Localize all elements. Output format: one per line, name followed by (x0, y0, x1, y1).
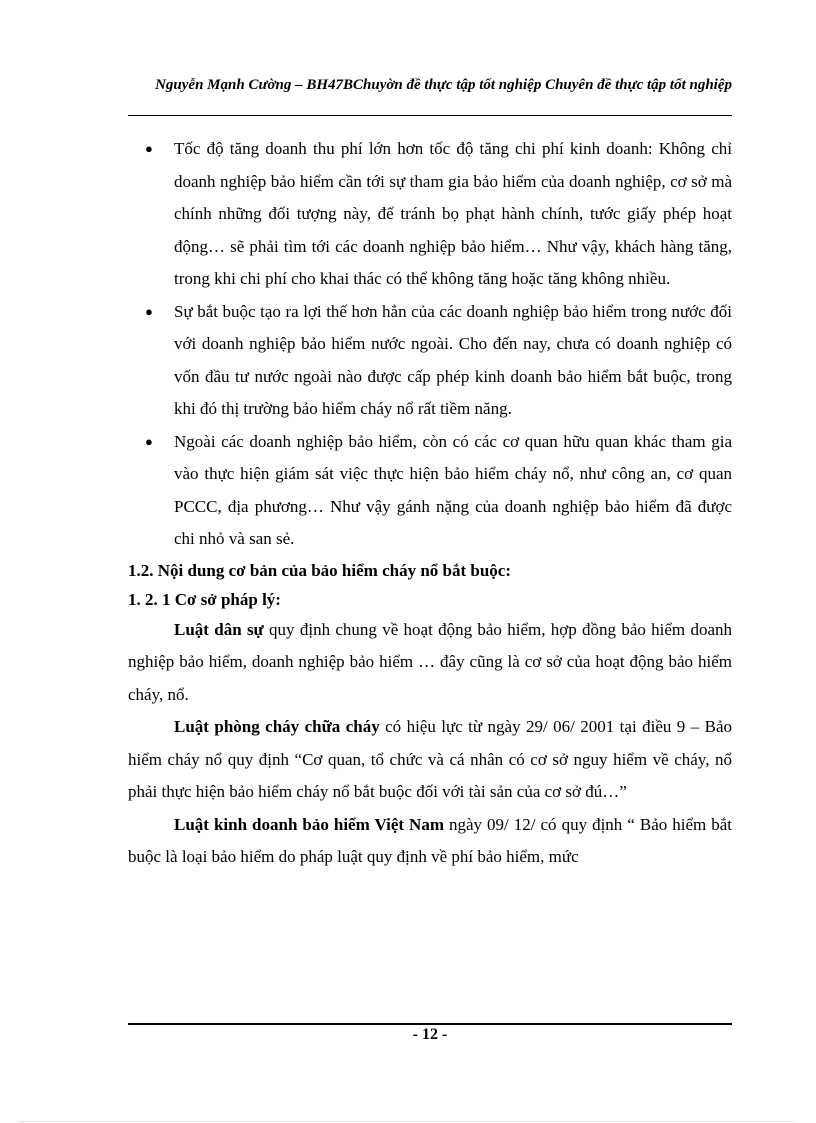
bullet-text: Ngoài các doanh nghiệp bảo hiểm, còn có các cơ quan hữu quan khác tham gia vào thực hiện giám sát việc thực hiện bảo hiểm cháy nổ, như công an, cơ quan PCCC, địa phương… Như vậy gánh nặng của doanh nghiệp bảo hiểm đã được chi nhỏ và san sẻ. (174, 431, 732, 548)
paragraph (128, 809, 732, 874)
paragraph-text: quy định chung về hoạt động bảo hiểm, hợp đồng bảo hiểm doanh nghiệp bảo hiểm, doanh nghiệp bảo hiểm … đây cũng là cơ sở của hoạt động bảo hiểm cháy, nổ. (128, 619, 732, 704)
page-content (128, 133, 732, 874)
bullet-dot-icon: ● (145, 141, 153, 156)
paragraph-text: ngày 09/ 12/ có quy định “ Bảo hiểm bắt buộc là loại bảo hiểm do pháp luật quy định về phí bảo hiểm, mức (128, 814, 733, 866)
bullet-item (98, 426, 732, 556)
bullet-list (128, 133, 732, 556)
subsection-heading: 1. 2. 1 Cơ sở pháp lý: (128, 589, 281, 609)
header-rule (128, 115, 732, 116)
section-heading: 1.2. Nội dung cơ bản của bảo hiểm cháy nổ bắt buộc: (128, 560, 512, 580)
law-term: Luật kinh doanh bảo hiểm Việt Nam (174, 814, 444, 834)
bullet-item (98, 133, 732, 296)
bullet-text: Sự bắt buộc tạo ra lợi thế hơn hẳn của các doanh nghiệp bảo hiểm trong nước đối với doanh nghiệp bảo hiểm nước ngoài. Cho đến nay, chưa có doanh nghiệp có vốn đầu tư nước ngoài nào được cấp phép kinh doanh bảo hiểm bắt buộc, trong khi đó thị trường bảo hiểm cháy nổ rất tiềm năng. (174, 301, 732, 418)
page-edge-divider (20, 1121, 796, 1122)
bullet-text: Tốc độ tăng doanh thu phí lớn hơn tốc độ tăng chi phí kinh doanh: Không chỉ doanh nghiệp bảo hiểm cần tới sự tham gia bảo hiểm của doanh nghiệp, cơ sở mà chính những đối tượng này, để tránh bọ phạt hành chính, tước giấy phép hoạt động… sẽ phải tìm tới các doanh nghiệp bảo hiểm… Như vậy, khách hàng tăng, trong khi chi phí cho khai thác có thể không tăng hoặc tăng không nhiều. (174, 139, 732, 288)
paragraph-text: có hiệu lực từ ngày 29/ 06/ 2001 tại điều 9 – Bảo hiểm cháy nổ quy định “Cơ quan, tổ chức và cá nhân có cơ sở nguy hiểm về cháy, nổ phải thực hiện bảo hiểm cháy nổ bắt buộc đối với tài sản của cơ sở đú…” (128, 717, 732, 801)
page-number: - 12 - (412, 1026, 448, 1043)
bullet-dot-icon: ● (145, 303, 153, 319)
page-header: Nguyễn Mạnh Cường – BH47BChuyờn đề thực tập tốt nghiệp Chuyên đề thực tập tốt nghiệp (155, 77, 732, 93)
footer-rule (128, 1023, 732, 1025)
law-term: Luật dân sự (174, 619, 264, 639)
paragraph (128, 711, 732, 809)
bullet-dot-icon: ● (145, 433, 153, 449)
paragraph (128, 614, 732, 712)
law-term: Luật phòng cháy chữa cháy (174, 717, 380, 736)
bullet-item (98, 296, 732, 426)
